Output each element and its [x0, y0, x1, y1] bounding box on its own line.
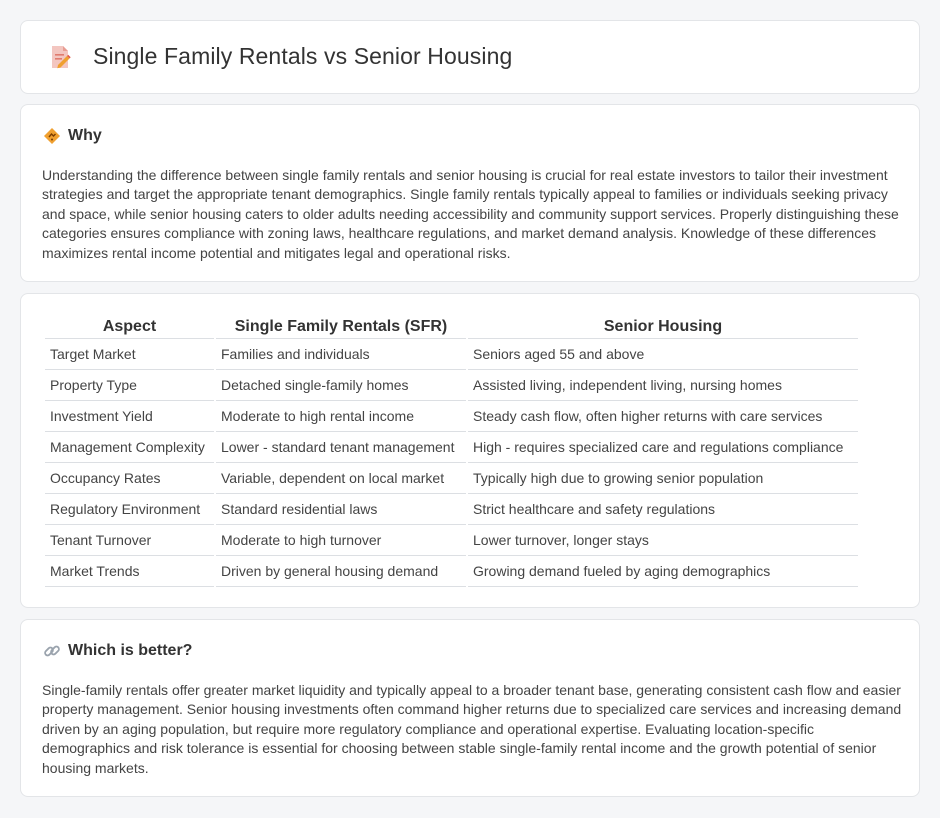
- column-header: Single Family Rentals (SFR): [216, 316, 466, 339]
- table-cell: Seniors aged 55 and above: [468, 339, 858, 370]
- table-cell: Variable, dependent on local market: [216, 463, 466, 494]
- table-row: [45, 463, 858, 494]
- why-section: [20, 104, 920, 282]
- column-header: Senior Housing: [468, 316, 858, 339]
- table-cell: Management Complexity: [45, 432, 214, 463]
- table-cell: Lower - standard tenant management: [216, 432, 466, 463]
- table-cell: Typically high due to growing senior population: [468, 463, 858, 494]
- table-cell: Families and individuals: [216, 339, 466, 370]
- table-cell: Investment Yield: [45, 401, 214, 432]
- table-row: [45, 525, 858, 556]
- table-row: [45, 401, 858, 432]
- comparison-table: [43, 316, 860, 587]
- table-row: [45, 370, 858, 401]
- table-cell: Driven by general housing demand: [216, 556, 466, 587]
- table-cell: Tenant Turnover: [45, 525, 214, 556]
- table-cell: Assisted living, independent living, nursing homes: [468, 370, 858, 401]
- why-title: Why: [68, 127, 102, 144]
- table-cell: Target Market: [45, 339, 214, 370]
- document-pencil-icon: [47, 44, 73, 70]
- title-card: [20, 20, 920, 94]
- table-cell: Strict healthcare and safety regulations: [468, 494, 858, 525]
- why-heading: [43, 127, 102, 145]
- table-cell: High - requires specialized care and regulations compliance: [468, 432, 858, 463]
- table-cell: Market Trends: [45, 556, 214, 587]
- table-row: [45, 432, 858, 463]
- column-header: Aspect: [45, 316, 214, 339]
- table-row: [45, 494, 858, 525]
- diamond-sign-icon: [43, 127, 61, 145]
- table-cell: Regulatory Environment: [45, 494, 214, 525]
- table-header-row: [45, 316, 858, 339]
- which-is-better-section: [20, 619, 920, 797]
- link-icon: [43, 642, 61, 660]
- table-row: [45, 556, 858, 587]
- why-text: Understanding the difference between single family rentals and senior housing is crucial for real estate investors to tailor their investment strategies and target the appropriate tenant demographics. Single family rentals typically appeal to families or individuals seeking privacy and space, while senior housing caters to older adults needing accessibility and community support services. Properly distinguishing these categories ensures compliance with zoning laws, healthcare regulations, and market demand analysis. Knowledge of these differences maximizes rental income potential and mitigates legal and operational risks.: [42, 167, 899, 261]
- table-cell: Standard residential laws: [216, 494, 466, 525]
- table-cell: Growing demand fueled by aging demographics: [468, 556, 858, 587]
- table-cell: Steady cash flow, often higher returns with care services: [468, 401, 858, 432]
- table-row: [45, 339, 858, 370]
- table-cell: Occupancy Rates: [45, 463, 214, 494]
- table-cell: Moderate to high rental income: [216, 401, 466, 432]
- better-heading: [43, 642, 192, 660]
- title-row: [47, 43, 512, 70]
- table-cell: Detached single-family homes: [216, 370, 466, 401]
- table-cell: Property Type: [45, 370, 214, 401]
- better-text: Single-family rentals offer greater market liquidity and typically appeal to a broader tenant base, generating consistent cash flow and easier property management. Senior housing investments often command higher returns due to specialized care services and increasing demand driven by an aging population, but require more regulatory compliance and operational expertise. Evaluating location-specific demographics and risk tolerance is essential for choosing between stable single-family rental income and the growth potential of senior housing markets.: [42, 682, 902, 776]
- page-title: Single Family Rentals vs Senior Housing: [93, 43, 513, 69]
- table-cell: Lower turnover, longer stays: [468, 525, 858, 556]
- better-title: Which is better?: [68, 642, 193, 659]
- comparison-section: [20, 293, 920, 608]
- table-cell: Moderate to high turnover: [216, 525, 466, 556]
